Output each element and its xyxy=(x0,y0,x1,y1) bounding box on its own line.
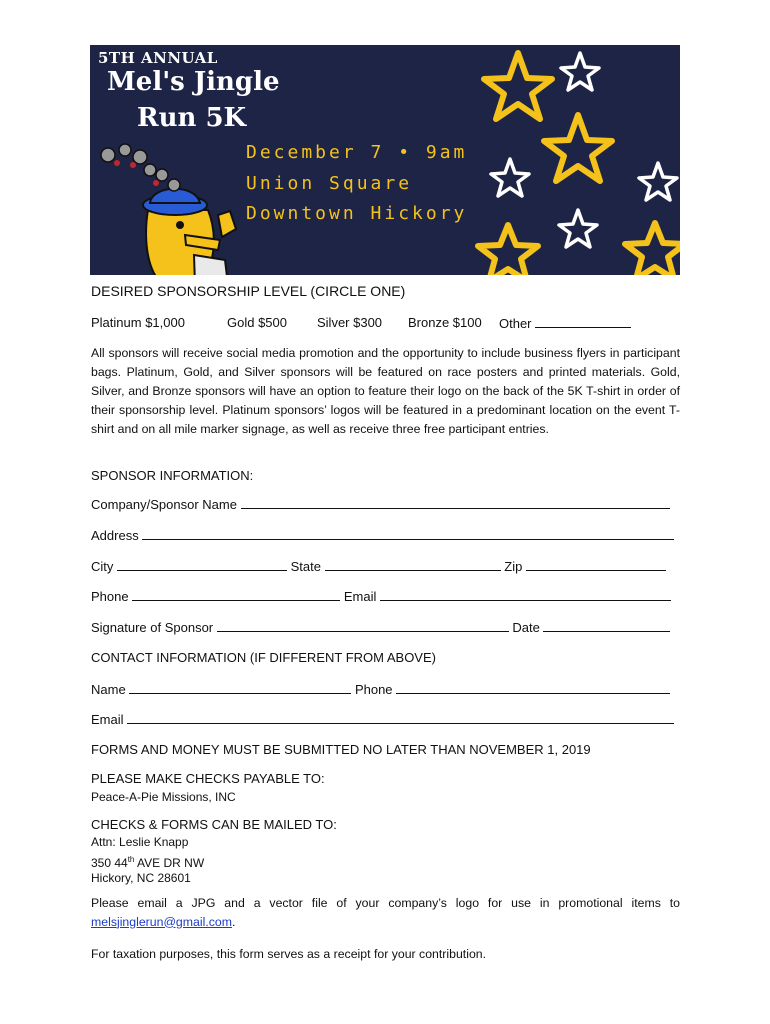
tax-note: For taxation purposes, this form serves as a receipt for your contribution. xyxy=(91,947,487,961)
level-other[interactable] xyxy=(499,315,631,331)
contact-email-label: Email xyxy=(91,712,124,727)
level-gold[interactable]: Gold $500 xyxy=(227,315,287,330)
mail-city: Hickory, NC 28601 xyxy=(91,871,191,885)
star-icon xyxy=(544,115,612,181)
contact-name-label: Name xyxy=(91,682,126,697)
logo-request-suffix: . xyxy=(231,914,236,929)
checks-payee: Peace-A-Pie Missions, INC xyxy=(91,790,236,804)
date-field[interactable] xyxy=(543,619,670,632)
star-icon xyxy=(491,159,529,196)
email-field[interactable] xyxy=(380,588,671,601)
banner-title-line1: Mel's Jingle xyxy=(107,67,280,97)
city-field[interactable] xyxy=(117,558,287,571)
checks-heading: PLEASE MAKE CHECKS PAYABLE TO: xyxy=(91,771,325,786)
star-icon xyxy=(484,53,552,119)
sponsorship-heading: DESIRED SPONSORSHIP LEVEL (CIRCLE ONE) xyxy=(91,283,406,299)
level-silver[interactable]: Silver $300 xyxy=(317,315,383,330)
contact-name-field[interactable] xyxy=(129,681,351,694)
star-icon xyxy=(561,53,599,90)
signature-field[interactable] xyxy=(217,619,509,632)
event-date: December 7 • 9am xyxy=(246,142,468,163)
zip-field[interactable] xyxy=(526,558,666,571)
contact-email-link[interactable]: melsjinglerun@gmail.com xyxy=(91,914,232,929)
zip-label: Zip xyxy=(504,559,523,574)
contact-name-phone-row xyxy=(91,681,681,697)
logo-request-text: Please email a JPG and a vector file of your company’s logo for use in promotional items to xyxy=(91,896,680,910)
state-field[interactable] xyxy=(325,558,501,571)
phone-label: Phone xyxy=(91,589,129,604)
event-banner xyxy=(90,45,680,275)
signature-label: Signature of Sponsor xyxy=(91,620,214,635)
mail-attn: Attn: Leslie Knapp xyxy=(91,835,189,849)
banner-kicker: 5TH ANNUAL xyxy=(98,49,218,67)
event-venue: Union Square xyxy=(246,173,413,194)
star-icon xyxy=(639,163,677,200)
star-icon xyxy=(559,210,597,247)
mail-heading: CHECKS & FORMS CAN BE MAILED TO: xyxy=(91,817,337,832)
mail-street-number: 350 44 xyxy=(91,856,128,870)
company-label: Company/Sponsor Name xyxy=(91,497,237,512)
logo-request xyxy=(91,894,680,931)
phone-field[interactable] xyxy=(132,588,340,601)
contact-info-heading: CONTACT INFORMATION (IF DIFFERENT FROM ABOVE) xyxy=(91,650,436,665)
address-field[interactable] xyxy=(142,527,674,540)
address-label: Address xyxy=(91,528,139,543)
company-field[interactable] xyxy=(241,496,670,509)
city-state-zip-row xyxy=(91,558,681,574)
company-row xyxy=(91,496,681,512)
level-other-label: Other xyxy=(499,316,532,331)
deadline-notice: FORMS AND MONEY MUST BE SUBMITTED NO LATER THAN NOVEMBER 1, 2019 xyxy=(91,742,591,757)
state-label: State xyxy=(290,559,321,574)
address-row xyxy=(91,527,681,543)
other-amount-field[interactable] xyxy=(535,315,631,328)
level-platinum[interactable]: Platinum $1,000 xyxy=(91,315,185,330)
sponsor-info-heading: SPONSOR INFORMATION: xyxy=(91,468,254,483)
star-icon xyxy=(625,223,680,275)
contact-email-field[interactable] xyxy=(127,711,674,724)
date-label: Date xyxy=(512,620,540,635)
city-label: City xyxy=(91,559,114,574)
mail-street-name: AVE DR NW xyxy=(134,856,205,870)
contact-phone-field[interactable] xyxy=(396,681,670,694)
mail-street-ordinal: th xyxy=(127,855,135,864)
signature-date-row xyxy=(91,619,681,635)
star-icon xyxy=(478,225,538,275)
email-label: Email xyxy=(343,589,377,604)
level-bronze[interactable]: Bronze $100 xyxy=(408,315,482,330)
sponsorship-description: All sponsors will receive social media promotion and the opportunity to include business flyers in participant bags. Platinum, Gold, and Silver sponsors will be featured on race posters and printed materials. Gold, Silver, and Bronze sponsors will have an option to feature their logo on the back of the 5K T-shirt in order of their sponsorship level. Platinum sponsors’ logos will be featured in a predominant location on the event T-shirt and on all mile marker signage, as well as receive three free participant entries. xyxy=(91,346,680,436)
contact-email-row xyxy=(91,711,681,727)
event-location: Downtown Hickory xyxy=(246,203,468,224)
banner-title-line2: Run 5K xyxy=(137,103,247,133)
mascot-illustration xyxy=(101,144,236,275)
phone-email-row xyxy=(91,588,681,604)
contact-phone-label: Phone xyxy=(354,682,393,697)
